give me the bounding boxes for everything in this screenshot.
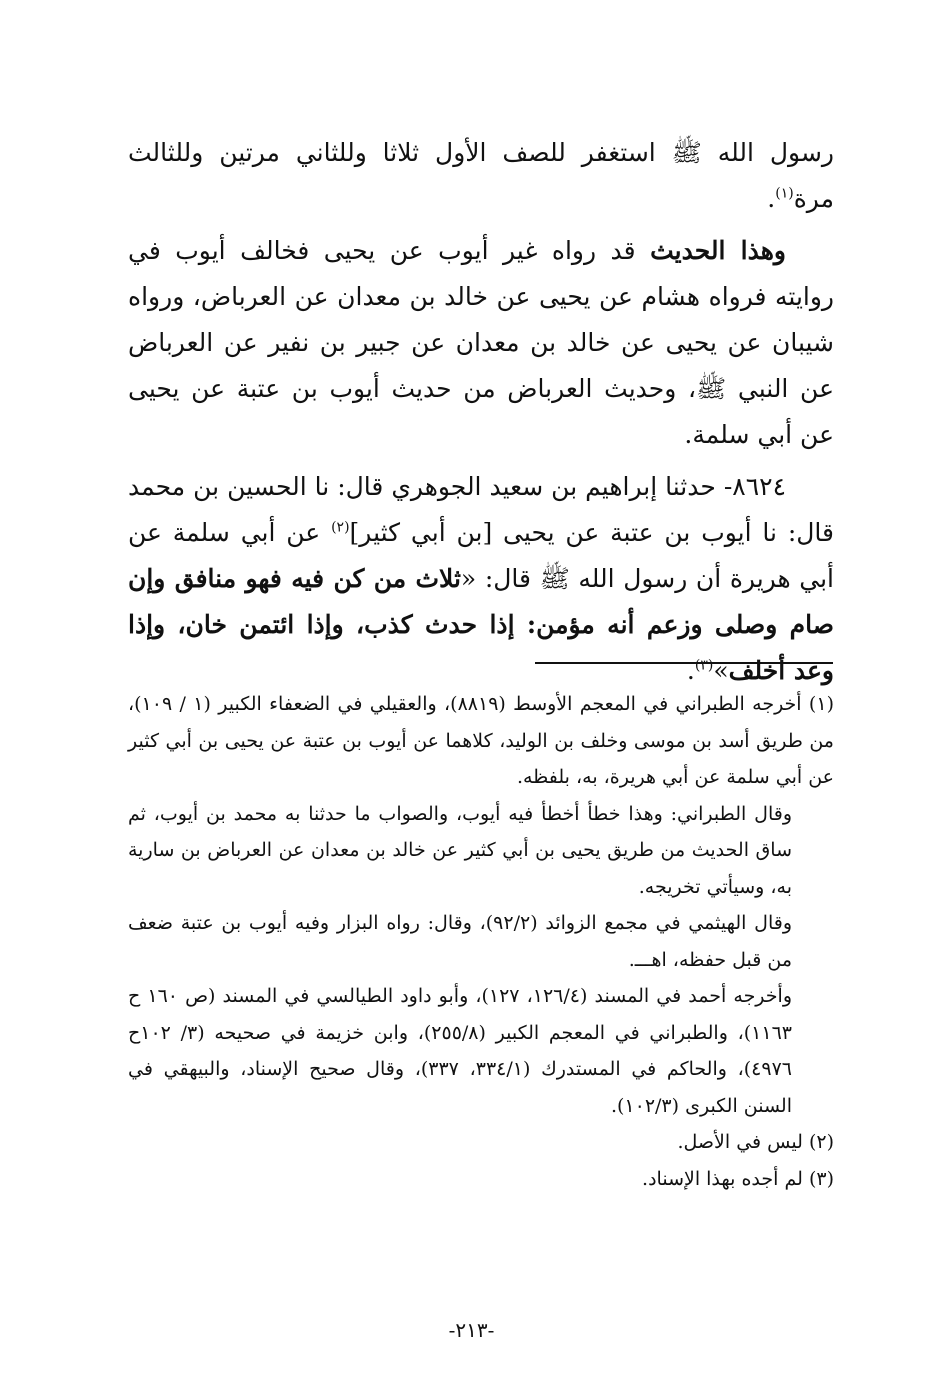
paragraph: [128, 464, 834, 694]
paragraph: [128, 130, 834, 222]
text-segment: .: [767, 184, 776, 213]
footnote-line: وقال الطبراني: وهذا خطأ أخطأ فيه أيوب، والصواب ما حدثنا به محمد بن أيوب، ثم ساق الحديث من طريق يحيى بن أبي كثير عن خالد بن معدان عن العرباض بن سارية به، وسيأتي تخريجه.: [128, 802, 792, 898]
text-segment: عن أبي سلمة عن أبي هريرة أن رسول الله ﷺ قال: «: [128, 518, 834, 593]
footnote-line: (٣) لم أجده بهذا الإسناد.: [642, 1167, 834, 1190]
text-segment: »: [713, 656, 729, 685]
text-segment: .: [686, 656, 695, 685]
bold-text: وهذا الحديث: [650, 236, 786, 265]
bold-text: ثلاث من كن فيه فهو منافق وإن صام وصلى وزعم أنه مؤمن: إذا حدث كذب، وإذا ائتمن خان، وإذا وعد أخلف: [128, 564, 834, 685]
footnote-line: (١) أخرجه الطبراني في المعجم الأوسط (٨٨١٩)، والعقيلي في الضعفاء الكبير (١ / ١٠٩)، من طريق أسد بن موسى وخلف بن الوليد، كلاهما عن أيوب بن عتبة عن يحيى بن أبي كثير عن أبي سلمة عن أبي هريرة، به، بلفظه.: [128, 693, 834, 788]
footnote-marker: (٢): [331, 519, 350, 536]
paragraph: [128, 228, 834, 458]
main-text: [128, 130, 834, 694]
footnote-line: (٢) ليس في الأصل.: [677, 1131, 834, 1153]
text-segment: رسول الله ﷺ استغفر للصف الأول ثلاثا وللثاني مرتين وللثالث مرة: [128, 138, 834, 213]
footnote-line: وأخرجه أحمد في المسند (١٢٦/٤، ١٢٧)، وأبو داود الطيالسي في المسند (ص ١٦٠ ح ١١٦٣)، والطبراني في المعجم الكبير (٢٥٥/٨)، وابن خزيمة في صحيحه (٣/ ١٠٢ح ٤٩٧٦)، والحاكم في المستدرك (٣٣٤/١، ٣٣٧)، وقال صحيح الإسناد، والبيهقي في السنن الكبرى (١٠٢/٣).: [128, 985, 792, 1117]
footnote-line: وقال الهيثمي في مجمع الزوائد (٩٢/٢)، وقال: رواه البزار وفيه أيوب بن عتبة ضعف من قبل حفظه، اهـــ.: [128, 912, 792, 971]
page-number: -٢١٣-: [448, 1318, 495, 1342]
footnote-divider: [535, 662, 833, 664]
text-segment: ٨٦٢٤- حدثنا إبراهيم بن سعيد الجوهري قال: نا الحسين بن محمد قال: نا أيوب بن عتبة عن يحيى [بن أبي كثير]: [128, 472, 834, 547]
text-segment: قد رواه غير أيوب عن يحيى فخالف أيوب في روايته فرواه هشام عن يحيى عن خالد بن معدان عن العرباض، ورواه شيبان عن يحيى عن خالد بن معدان عن جبير بن نفير عن العرباض عن النبي ﷺ، وحديث العرباض من حديث أيوب بن عتبة عن يحيى عن أبي سلمة.: [128, 236, 834, 449]
footnotes: [128, 686, 834, 1197]
footnote-marker: (٣): [694, 657, 714, 674]
footnote-marker: (١): [775, 185, 794, 202]
